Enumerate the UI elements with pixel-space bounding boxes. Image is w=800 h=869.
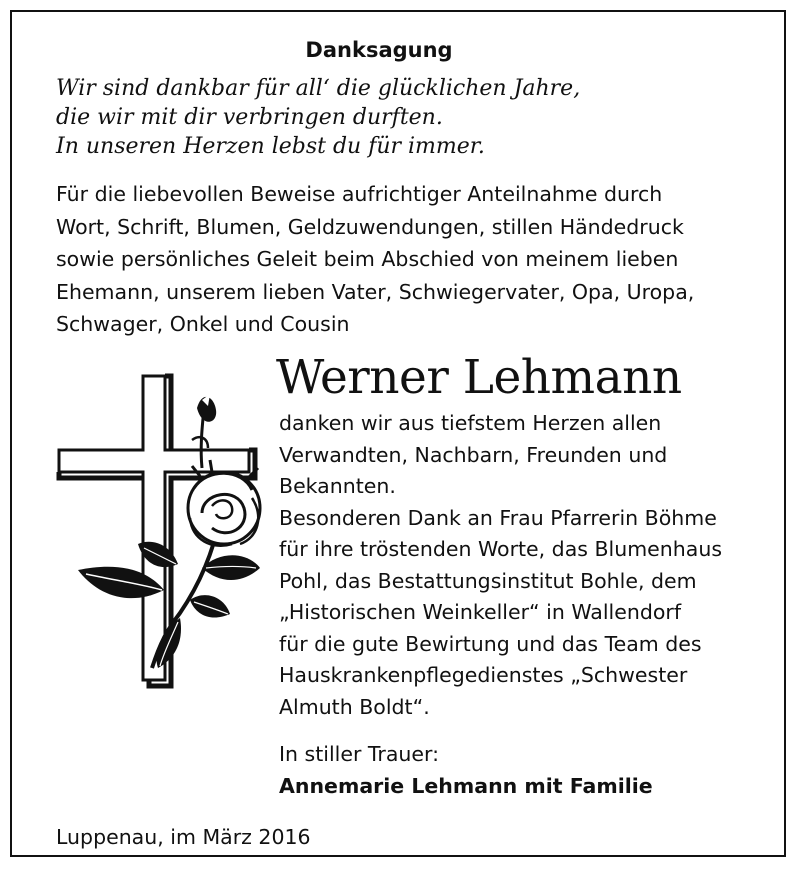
notice-heading: Danksagung <box>305 38 453 62</box>
intro-line: Schwager, Onkel und Cousin <box>56 312 350 336</box>
thanks-paragraph <box>279 408 722 723</box>
intro-line: sowie persönliches Geleit beim Abschied von meinem lieben <box>56 247 679 271</box>
thanks-line: für die gute Bewirtung und das Team des <box>279 631 702 656</box>
notice-frame <box>10 10 786 857</box>
verse-line: die wir mit dir verbringen durften. <box>56 105 443 130</box>
thanks-line: Hauskrankenpflegedienstes „Schwester <box>279 663 688 687</box>
place-and-date: Luppenau, im März 2016 <box>56 825 311 849</box>
thanks-line: Bekannten. <box>279 474 396 498</box>
verse-line: Wir sind dankbar für all‘ die glücklichen Jahre, <box>56 76 581 101</box>
cross-with-rose-icon <box>52 368 272 718</box>
memorial-verse <box>56 74 580 161</box>
thanks-line: Verwandten, Nachbarn, Freunden und <box>279 442 668 467</box>
intro-paragraph <box>56 178 776 341</box>
intro-line: Ehemann, unserem lieben Vater, Schwiegervater, Opa, Uropa, <box>56 279 695 304</box>
mourning-signature <box>279 739 653 802</box>
thanks-line: für ihre tröstenden Worte, das Blumenhaus <box>279 537 723 561</box>
intro-line: Für die liebevollen Beweise aufrichtiger Anteilnahme durch <box>56 182 663 206</box>
verse-line: In unseren Herzen lebst du für immer. <box>56 134 485 159</box>
thanks-line: „Historischen Weinkeller“ in Wallendorf <box>279 600 682 624</box>
family-name: Annemarie Lehmann mit Familie <box>279 773 653 798</box>
thanks-line: Almuth Boldt“. <box>279 694 430 719</box>
deceased-name: Werner Lehmann <box>276 350 682 405</box>
thanks-line: Besonderen Dank an Frau Pfarrerin Böhme <box>279 505 717 530</box>
mourning-label: In stiller Trauer: <box>279 742 439 766</box>
intro-line: Wort, Schrift, Blumen, Geldzuwendungen, stillen Händedruck <box>56 214 684 239</box>
thanks-line: danken wir aus tiefstem Herzen allen <box>279 411 662 435</box>
thanks-line: Pohl, das Bestattungsinstitut Bohle, dem <box>279 568 697 593</box>
